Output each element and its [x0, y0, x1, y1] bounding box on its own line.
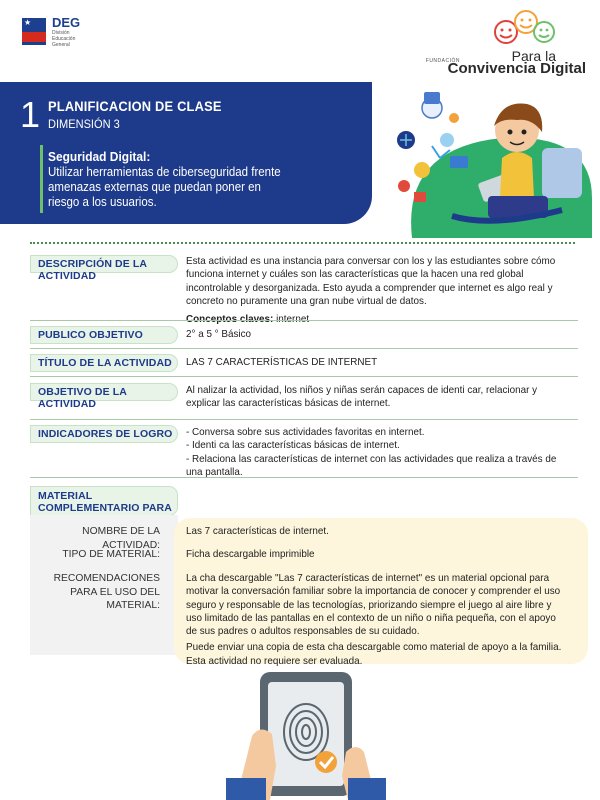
- objetivo-text: Al nalizar la actividad, los niños y niñas serán capaces de identi car, relacionar y explicar las características básicas de internet.: [186, 385, 538, 410]
- row-divider: [30, 419, 578, 420]
- row-divider: [30, 348, 578, 349]
- indicadores-list: [186, 426, 562, 480]
- tipo-value: Ficha descargable imprimible: [186, 549, 315, 560]
- recomendaciones-extra: Puede enviar una copia de esta cha descargable como material de apoyo a la familia. Esta actividad no requiere ser evaluada.: [186, 642, 562, 667]
- row-divider: [30, 320, 578, 321]
- indicadores-label: INDICADORES DE LOGRO: [30, 425, 178, 443]
- page-title: PLANIFICACION DE CLASE: [48, 98, 222, 114]
- list-item: - Relaciona las características de internet con las actividades que realiza a través de una pantalla.: [186, 453, 557, 479]
- fingerprint-tablet-illustration: [226, 666, 386, 800]
- keywords-label: Conceptos claves:: [186, 313, 274, 325]
- descripcion-text: [186, 255, 562, 326]
- smiley-faces-icon: [488, 8, 558, 50]
- material-label: MATERIAL COMPLEMENTARIO PARA: [30, 486, 178, 516]
- banner-description: Utilizar herramientas de ciberseguridad frente amenazas externas que puedan poner en riesgo a los usuarios.: [48, 165, 281, 209]
- descripcion-label: DESCRIPCIÓN DE LA ACTIVIDAD: [30, 255, 178, 273]
- banner-accent-line: [40, 145, 43, 213]
- keywords-value: internet: [273, 313, 310, 325]
- recomendaciones-value: [186, 572, 564, 668]
- deg-logo-title: DEG: [52, 15, 81, 30]
- foundation-logo: [425, 8, 586, 77]
- foundation-name: Convivencia Digital: [447, 60, 586, 77]
- titulo-text: LAS 7 CARACTERÍSTICAS DE INTERNET: [186, 357, 378, 368]
- row-divider: [30, 376, 578, 377]
- publico-label: PUBLICO OBJETIVO: [30, 326, 178, 344]
- objetivo-label: OBJETIVO DE LA ACTIVIDAD: [30, 383, 178, 401]
- dotted-separator: [30, 242, 575, 244]
- descripcion-body: Esta actividad es una instancia para conversar con los y las estudiantes sobre cómo funciona internet y cuáles son las características que la hacen una red global incontrolable y desorganizada. Esto ayuda a comprender que internet es algo real y concreto no puramente una gran nube virtual de datos.: [186, 256, 556, 308]
- publico-text: 2° a 5 ° Básico: [186, 329, 252, 340]
- activity-number: 1: [20, 94, 41, 135]
- list-item: - Identi ca las características básicas de internet.: [186, 440, 400, 452]
- tipo-label: TIPO DE MATERIAL:: [62, 549, 160, 560]
- banner-subtitle: Seguridad Digital:: [48, 149, 151, 164]
- recomendaciones-body: La cha descargable "Las 7 características de internet" es un material opcional para motivar la conversación familiar sobre la importancia de conocer y comprender el uso seguro y responsable de las tecnologías, priorizando siempre el juego al aire libre y uso limitado de las pantallas en el contexto de un niño o niña pequeña, con el apoyo de sus padres o adultos responsables de su cuidado.: [186, 573, 561, 638]
- foundation-para: Para la: [511, 48, 556, 64]
- deg-logo-subtitle: División Educación General: [52, 30, 76, 48]
- foundation-prefix: FUNDACIÓN: [425, 58, 460, 64]
- dimension-label: DIMENSIÓN 3: [48, 117, 120, 131]
- nombre-value: Las 7 características de internet.: [186, 526, 329, 537]
- list-item: - Conversa sobre sus actividades favoritas en internet.: [186, 427, 425, 438]
- government-logo: ★: [22, 18, 46, 48]
- child-with-laptop-illustration: [392, 88, 592, 238]
- titulo-label: TÍTULO DE LA ACTIVIDAD: [30, 354, 178, 372]
- nombre-label: NOMBRE DE LA ACTIVIDAD:: [82, 526, 160, 551]
- row-divider: [30, 477, 578, 478]
- recomendaciones-label: RECOMENDACIONES PARA EL USO DEL MATERIAL:: [53, 573, 160, 611]
